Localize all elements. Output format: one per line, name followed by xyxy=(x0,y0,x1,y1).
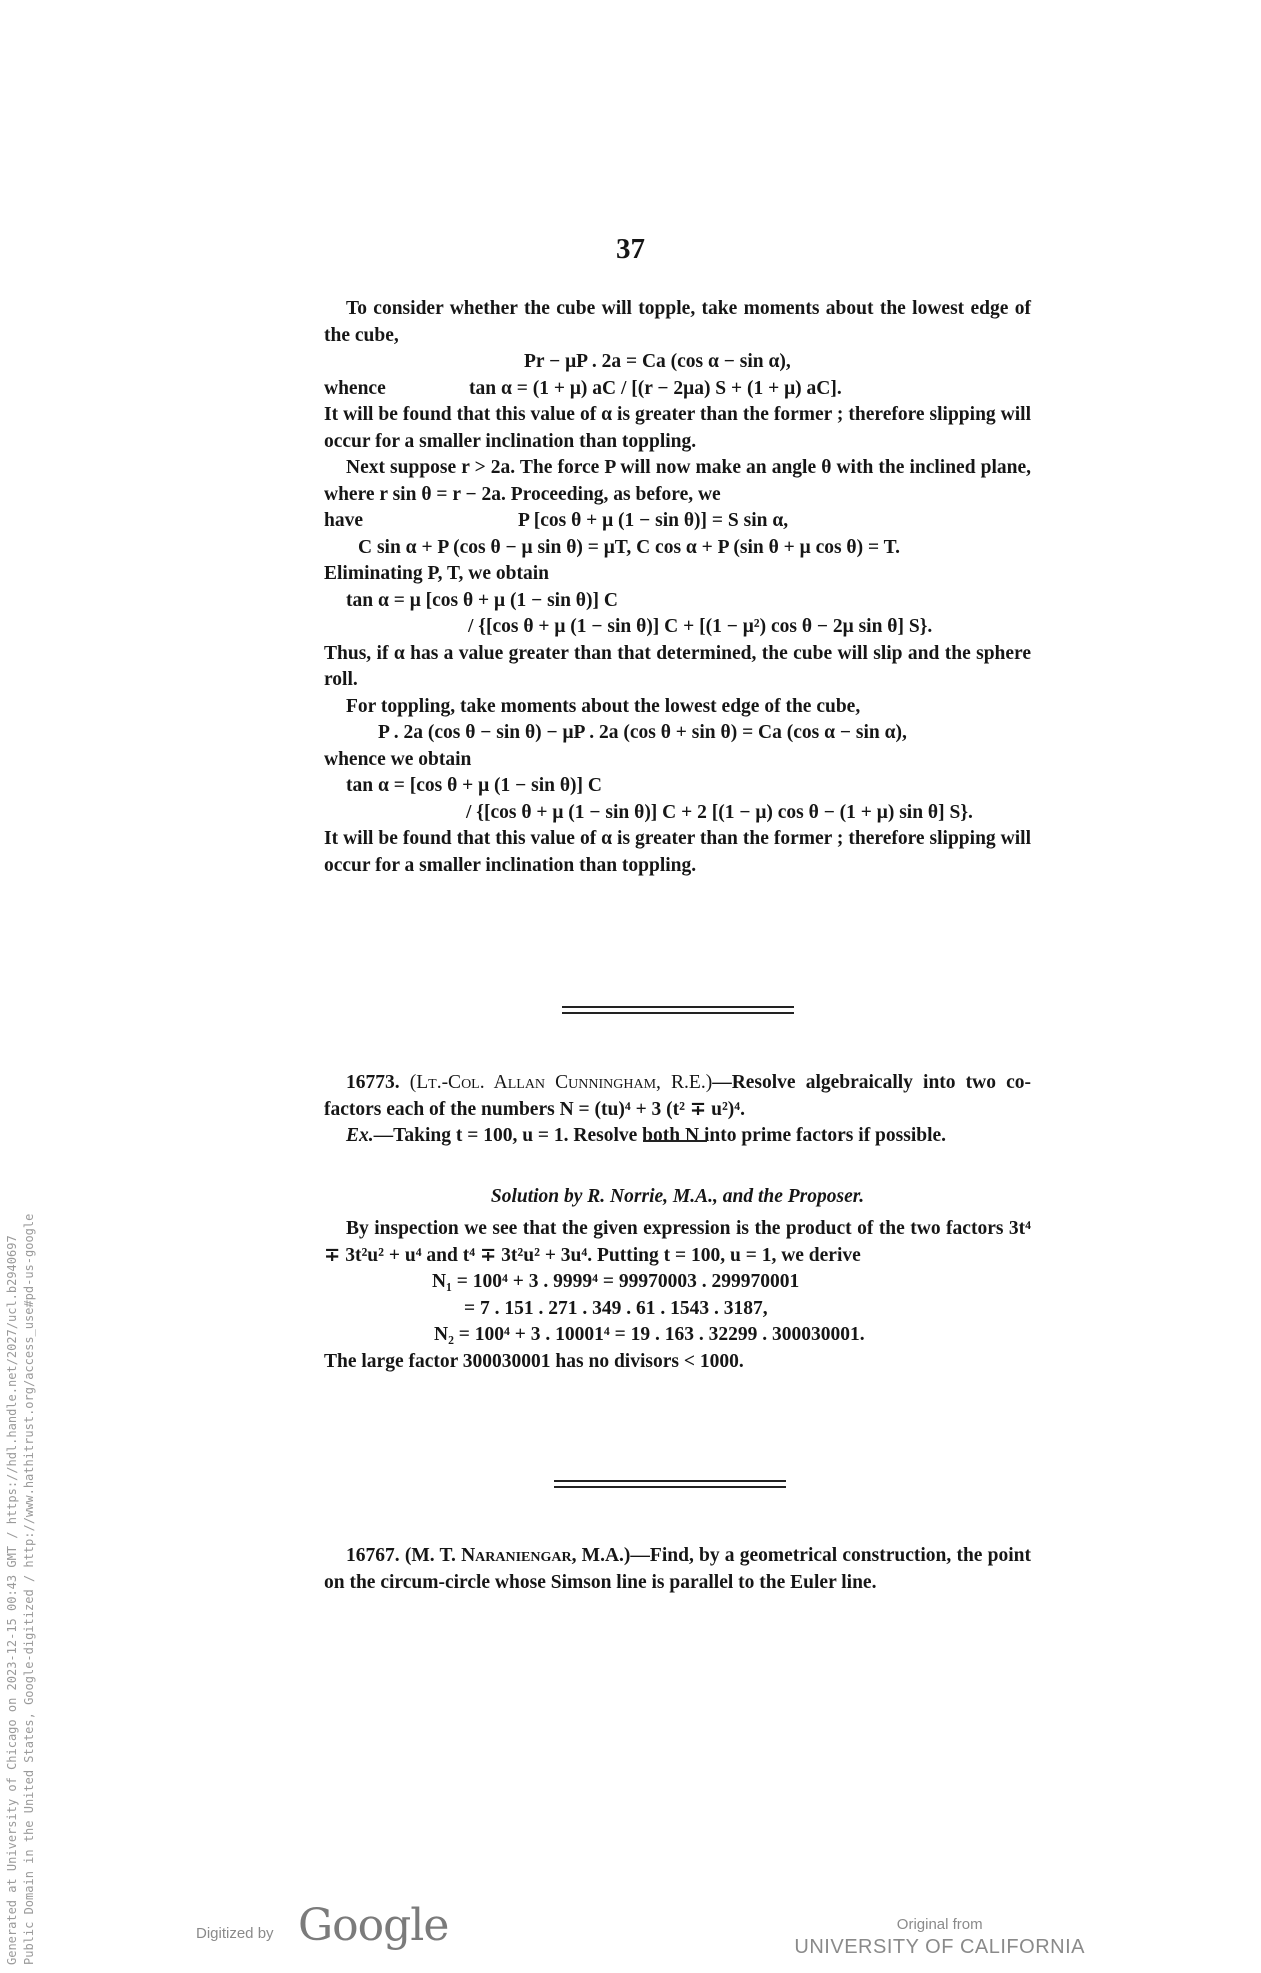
question-author: (M. T. Naraniengar, M.A.) xyxy=(404,1545,631,1566)
paragraph: It will be found that this value of α is greater than the former ; therefore slipping will occur for a smaller inclination than toppling. xyxy=(324,404,1031,452)
paragraph: Next suppose r > 2a. The force P will now make an angle θ with the inclined plane, where r sin θ = r − 2a. Proceeding, as before, we xyxy=(324,457,1031,505)
side-watermark xyxy=(4,965,44,1965)
equation: N₂ = 100⁴ + 3 . 10001⁴ = 19 . 163 . 32299 . 300030001. xyxy=(434,1324,865,1345)
equation: / {[cos θ + μ (1 − sin θ)] C + 2 [(1 − μ) cos θ − (1 + μ) sin θ] S}. xyxy=(466,801,973,823)
question-number: 16767. xyxy=(346,1545,400,1566)
original-source xyxy=(794,1914,1085,1958)
section-cube-toppling xyxy=(324,296,1031,879)
paragraph: whence we obtain xyxy=(324,748,472,770)
divider xyxy=(562,1012,794,1014)
short-divider xyxy=(643,1140,707,1142)
solution-heading: Solution by R. Norrie, M.A., and the Proposer. xyxy=(490,1185,865,1207)
original-from-label: Original from xyxy=(896,1916,983,1933)
question-number: 16773. xyxy=(346,1072,400,1093)
divider xyxy=(554,1480,786,1482)
digitized-by-label: Digitized by xyxy=(196,1925,274,1942)
question-paragraph xyxy=(324,1543,1031,1596)
google-logo: Google xyxy=(298,1900,449,1951)
watermark-line-2: Public Domain in the United States, Google-digitized / http://www.hathitrust.org/access_use#pd-us-google xyxy=(22,1213,36,1965)
paragraph: For toppling, take moments about the lowest edge of the cube, xyxy=(346,695,861,717)
example-label: Ex. xyxy=(346,1125,374,1146)
paragraph: Thus, if α has a value greater than that determined, the cube will slip and the sphere roll. xyxy=(324,642,1031,690)
equation: tan α = [cos θ + μ (1 − sin θ)] C xyxy=(346,775,602,796)
watermark-line-1: Generated at University of Chicago on 2023-12-15 00:43 GMT / https://hdl.handle.net/2027/ucl.b2940697 xyxy=(5,1235,19,1965)
equation: tan α = μ [cos θ + μ (1 − sin θ)] C xyxy=(346,589,618,611)
equation: = 7 . 151 . 271 . 349 . 61 . 1543 . 3187, xyxy=(464,1297,768,1319)
example-paragraph xyxy=(324,1123,1031,1150)
equation-label: have xyxy=(324,510,363,531)
paragraph: By inspection we see that the given expression is the product of the two factors 3t⁴ ∓ 3t²u² + u⁴ and t⁴ ∓ 3t²u² + 3u⁴. Putting t = 100, u = 1, we derive xyxy=(324,1218,1031,1266)
equation: P . 2a (cos θ − sin θ) − μP . 2a (cos θ + sin θ) = Ca (cos α − sin α), xyxy=(378,722,907,743)
equation-label: whence xyxy=(324,377,386,399)
question-text: —Find, by a geometrical construction, the point on the circum-circle whose Simson line is parallel to the Euler line. xyxy=(324,1545,1031,1593)
divider xyxy=(562,1006,794,1008)
equation: C sin α + P (cos θ − μ sin θ) = μT, C cos α + P (sin θ + μ cos θ) = T. xyxy=(358,536,901,558)
page-number: 37 xyxy=(616,233,645,265)
paragraph: The large factor 300030001 has no divisors < 1000. xyxy=(324,1350,744,1372)
section-question-16773 xyxy=(324,1070,1031,1375)
question-text: —Resolve algebraically into two co-factors each of the numbers N = (tu)⁴ + 3 (t² ∓ u²)⁴. xyxy=(324,1072,1031,1120)
equation: Pr − μP . 2a = Ca (cos α − sin α), xyxy=(524,351,791,372)
paragraph: Eliminating P, T, we obtain xyxy=(324,563,550,584)
paragraph: To consider whether the cube will topple, take moments about the lowest edge of the cube, xyxy=(324,298,1031,346)
equation: N₁ = 100⁴ + 3 . 9999⁴ = 99970003 . 299970001 xyxy=(432,1271,800,1292)
divider xyxy=(554,1486,786,1488)
university-name: UNIVERSITY OF CALIFORNIA xyxy=(794,1936,1085,1958)
question-author: (Lt.-Col. Allan Cunningham, R.E.) xyxy=(409,1072,713,1093)
example-text: —Taking t = 100, u = 1. Resolve both N into prime factors if possible. xyxy=(373,1125,947,1146)
equation: have P [cos θ + μ (1 − sin θ)] = S sin α, xyxy=(324,508,1031,535)
equation: whence tan α = (1 + μ) aC / [(r − 2μa) S + (1 + μ) aC]. xyxy=(324,376,1031,403)
question-paragraph xyxy=(324,1070,1031,1123)
section-question-16767 xyxy=(324,1543,1031,1596)
paragraph: It will be found that this value of α is greater than the former ; therefore slipping will occur for a smaller inclination than toppling. xyxy=(324,828,1031,876)
equation: / {[cos θ + μ (1 − sin θ)] C + [(1 − μ²) cos θ − 2μ sin θ] S}. xyxy=(468,616,933,637)
